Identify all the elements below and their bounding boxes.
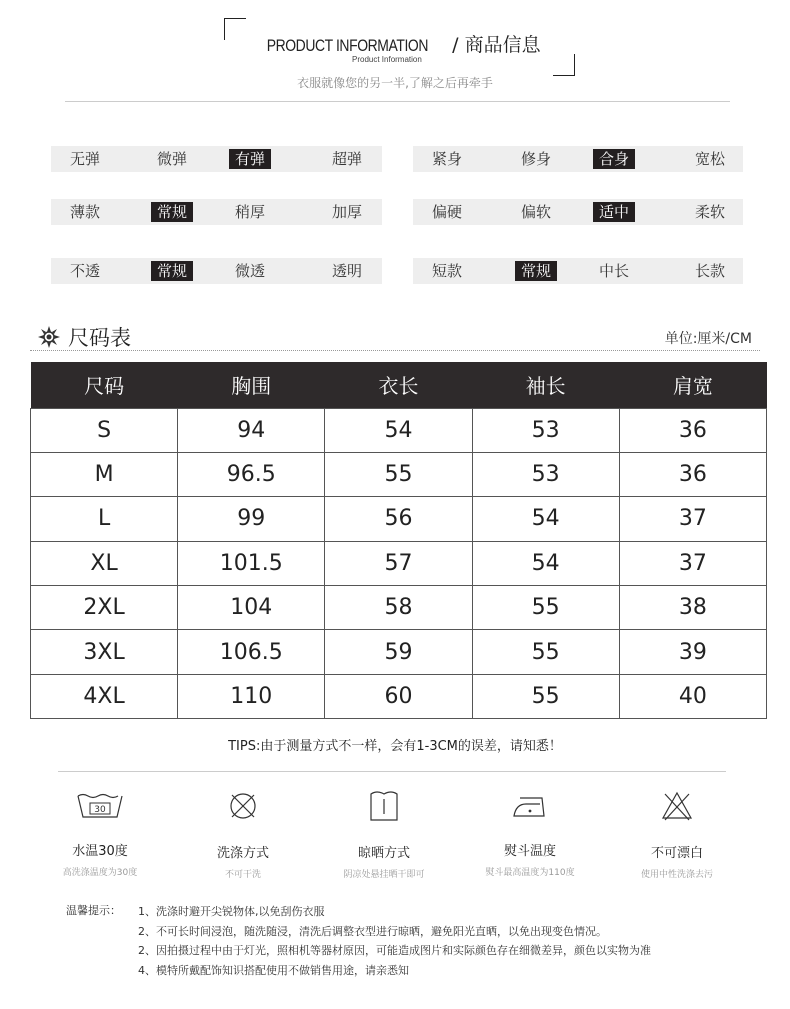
care-item-wash	[30, 790, 170, 878]
attribute-option: 宽松	[695, 150, 726, 168]
attribute-option: 紧身	[432, 150, 463, 168]
attribute-group	[51, 258, 382, 284]
care-label: 熨斗温度	[503, 844, 556, 859]
wash-temp-badge: 30	[94, 805, 106, 815]
attribute-group	[413, 146, 743, 172]
size-chart-title: 尺码表	[68, 326, 131, 350]
table-cell: 54	[325, 408, 472, 452]
care-sub: 阴凉处悬挂晒干即可	[343, 870, 425, 880]
attribute-option-selected: 常规	[515, 261, 557, 281]
attribute-option: 薄款	[70, 203, 101, 221]
sun-icon	[38, 326, 60, 348]
table-cell: 99	[178, 497, 325, 541]
care-item-bleach	[607, 790, 747, 880]
table-cell: 40	[619, 674, 766, 718]
table-cell: 57	[325, 541, 472, 585]
table-cell: 55	[472, 630, 619, 674]
attribute-option: 偏软	[521, 203, 552, 221]
iron-icon	[510, 790, 550, 820]
care-label: 洗涤方式	[216, 846, 269, 861]
attribute-option-selected: 适中	[593, 202, 635, 222]
no-bleach-icon	[661, 790, 693, 822]
table-cell: 59	[325, 630, 472, 674]
table-cell: 101.5	[178, 541, 325, 585]
table-row	[31, 586, 767, 630]
table-cell: 55	[472, 586, 619, 630]
care-sub: 使用中性洗涤去污	[640, 870, 713, 880]
tips-divider	[58, 771, 726, 772]
table-cell: 110	[178, 674, 325, 718]
attribute-group	[51, 199, 382, 225]
attribute-group	[51, 146, 382, 172]
care-sub: 熨斗最高温度为110度	[485, 868, 575, 878]
attribute-option-selected: 合身	[593, 149, 635, 169]
header-divider	[65, 101, 730, 102]
wash-30-icon	[75, 790, 125, 820]
hang-dry-icon	[369, 790, 399, 822]
attribute-option: 无弹	[70, 150, 101, 168]
attribute-option: 不透	[70, 262, 101, 280]
table-row	[31, 674, 767, 718]
table-row	[31, 541, 767, 585]
care-label: 不可漂白	[650, 846, 703, 861]
care-sub: 高洗涤温度为30度	[62, 868, 138, 878]
attribute-option: 微透	[235, 262, 266, 280]
attribute-option: 短款	[432, 262, 463, 280]
care-item-dry	[314, 790, 454, 880]
tips-text: TIPS:由于测量方式不一样，会有1-3CM的误差，请知悉！	[228, 739, 562, 754]
column-header: 肩宽	[619, 362, 766, 408]
table-cell: 36	[619, 408, 766, 452]
attribute-option: 柔软	[695, 203, 726, 221]
attribute-option: 透明	[332, 262, 363, 280]
note-item: 2、因拍摄过程中由于灯光，照相机等器材原因，可能造成图片和实际颜色存在细微差异，颜色以实物为准	[138, 944, 651, 957]
table-cell: 56	[325, 497, 472, 541]
title-small: Product Information	[352, 55, 422, 64]
care-item-iron	[460, 790, 600, 878]
title-english: PRODUCT INFORMATION	[267, 36, 429, 55]
table-cell: 4XL	[31, 674, 178, 718]
note-item: 4、模特所戴配饰知识搭配使用不做销售用途，请亲悉知	[138, 963, 409, 977]
column-header: 胸围	[178, 362, 325, 408]
attribute-option: 稍厚	[235, 203, 266, 221]
table-cell: 106.5	[178, 630, 325, 674]
table-cell: 2XL	[31, 586, 178, 630]
table-cell: 37	[619, 497, 766, 541]
no-tumble-icon	[227, 790, 259, 822]
table-cell: L	[31, 497, 178, 541]
attribute-option-selected: 有弹	[229, 149, 271, 169]
table-cell: 58	[325, 586, 472, 630]
table-cell: 60	[325, 674, 472, 718]
page-subtitle: 衣服就像您的另一半,了解之后再牵手	[297, 76, 493, 90]
table-row	[31, 408, 767, 452]
page-title	[0, 30, 790, 57]
attribute-option: 偏硬	[432, 203, 463, 221]
attribute-group	[413, 199, 743, 225]
table-cell: 36	[619, 452, 766, 496]
attribute-group	[413, 258, 743, 284]
corner-bracket-bottom-right	[553, 54, 575, 76]
attribute-option-selected: 常规	[151, 202, 193, 222]
note-item: 2、不可长时间浸泡，随洗随浸，清洗后调整衣型进行晾晒，避免阳光直晒，以免出现变色情况。	[138, 924, 607, 938]
care-label: 晾晒方式	[357, 846, 410, 861]
attribute-option: 微弹	[157, 150, 188, 168]
table-cell: 54	[472, 541, 619, 585]
table-cell: XL	[31, 541, 178, 585]
table-cell: S	[31, 408, 178, 452]
notes-title: 温馨提示：	[66, 904, 121, 917]
dotted-divider	[30, 350, 760, 351]
size-chart-heading	[38, 322, 131, 352]
table-row	[31, 497, 767, 541]
care-sub: 不可干洗	[224, 870, 261, 880]
title-chinese: 商品信息	[464, 34, 541, 56]
column-header: 衣长	[325, 362, 472, 408]
table-cell: M	[31, 452, 178, 496]
attribute-option: 修身	[521, 150, 552, 168]
table-cell: 104	[178, 586, 325, 630]
size-table	[30, 362, 767, 719]
table-cell: 38	[619, 586, 766, 630]
attribute-option-selected: 常规	[151, 261, 193, 281]
column-header: 尺码	[31, 362, 178, 408]
table-row	[31, 630, 767, 674]
table-cell: 55	[325, 452, 472, 496]
size-table-header	[31, 362, 767, 408]
table-cell: 39	[619, 630, 766, 674]
care-item-method	[173, 790, 313, 880]
table-cell: 37	[619, 541, 766, 585]
table-cell: 53	[472, 452, 619, 496]
table-row	[31, 452, 767, 496]
attribute-option: 超弹	[332, 150, 363, 168]
table-cell: 55	[472, 674, 619, 718]
care-label: 水温30度	[72, 844, 128, 859]
attribute-option: 中长	[599, 262, 630, 280]
table-cell: 53	[472, 408, 619, 452]
unit-label: 单位:厘米/CM	[664, 331, 752, 347]
attribute-option: 长款	[695, 262, 726, 280]
table-cell: 3XL	[31, 630, 178, 674]
table-cell: 94	[178, 408, 325, 452]
table-cell: 96.5	[178, 452, 325, 496]
note-item: 1、洗涤时避开尖锐物体,以免刮伤衣服	[138, 905, 325, 918]
notes-list	[138, 902, 651, 980]
attribute-option: 加厚	[332, 203, 363, 221]
table-cell: 54	[472, 497, 619, 541]
title-separator: /	[452, 34, 459, 56]
column-header: 袖长	[472, 362, 619, 408]
